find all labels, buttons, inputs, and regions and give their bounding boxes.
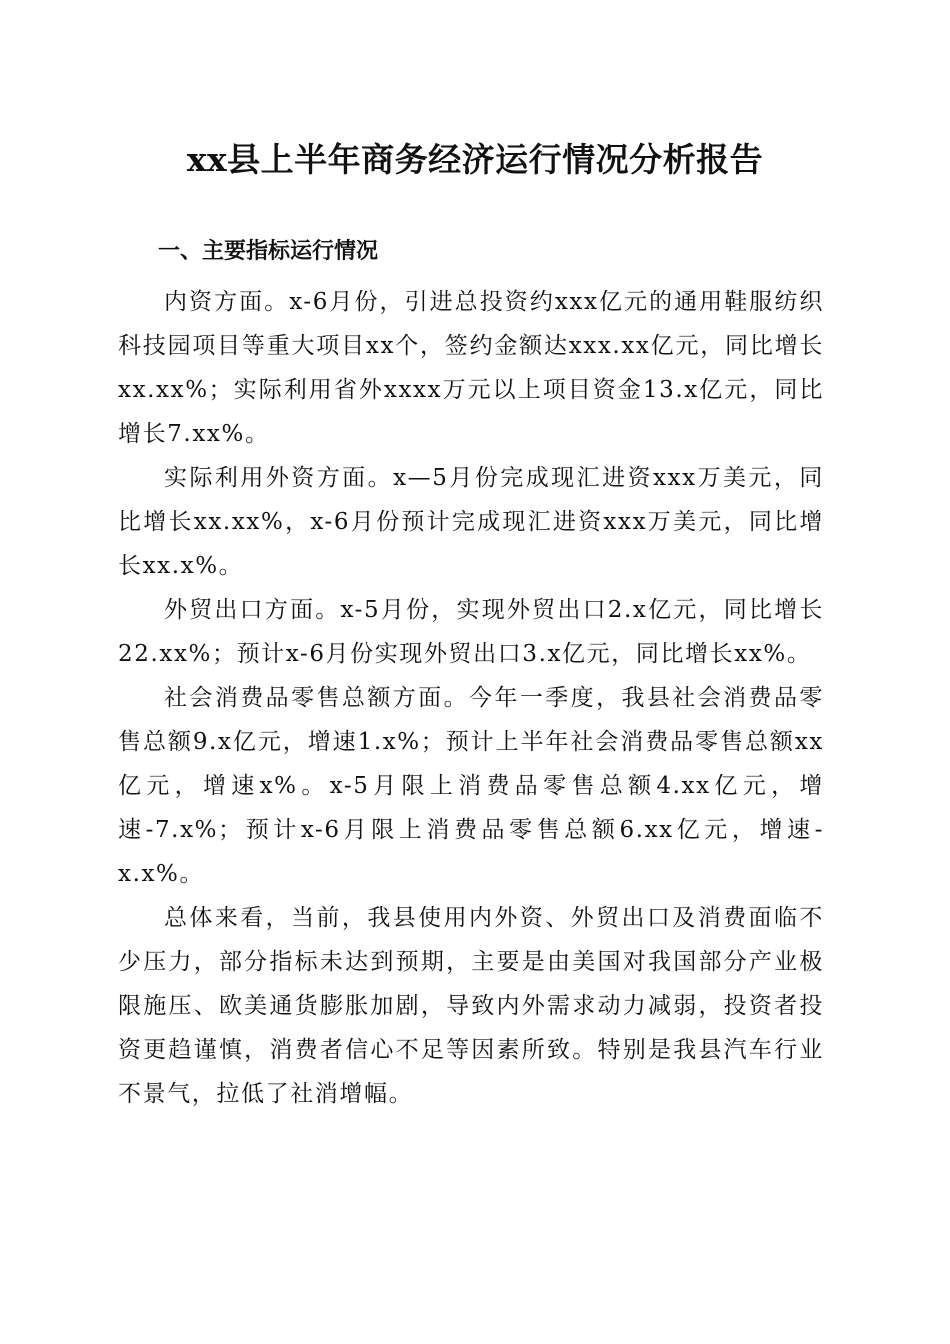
paragraph-foreign-trade-export: 外贸出口方面。x-5月份，实现外贸出口2.x亿元，同比增长22.xx%；预计x-6月份实现外贸出口3.x亿元，同比增长xx%。 bbox=[118, 597, 824, 667]
paragraph-overall-summary: 总体来看，当前，我县使用内外资、外贸出口及消费面临不少压力，部分指标未达到预期，主要是由美国对我国部分产业极限施压、欧美通货膨胀加剧，导致内外需求动力减弱，投资者投资更趋谨慎，消费者信心不足等因素所致。特别是我县汽车行业不景气，拉低了社消增幅。 bbox=[118, 905, 824, 1107]
paragraph-retail-sales: 社会消费品零售总额方面。今年一季度，我县社会消费品零售总额9.x亿元，增速1.x%；预计上半年社会消费品零售总额xx亿元，增速x%。x-5月限上消费品零售总额4.xx亿元，增速-7.x%；预计x-6月限上消费品零售总额6.xx亿元，增速-x.x%。 bbox=[118, 685, 824, 887]
document-title: xx县上半年商务经济运行情况分析报告 bbox=[186, 140, 764, 179]
paragraph-foreign-capital: 实际利用外资方面。x—5月份完成现汇进资xxx万美元，同比增长xx.xx%，x-6月份预计完成现汇进资xxx万美元，同比增长xx.x%。 bbox=[118, 465, 824, 579]
paragraph-domestic-capital: 内资方面。x-6月份，引进总投资约xxx亿元的通用鞋服纺织科技园项目等重大项目xx个，签约金额达xxx.xx亿元，同比增长xx.xx%；实际利用省外xxxx万元以上项目资金13.x亿元，同比增长7.xx%。 bbox=[118, 289, 824, 447]
document-body bbox=[118, 280, 824, 1116]
section-heading: 一、主要指标运行情况 bbox=[158, 239, 379, 264]
